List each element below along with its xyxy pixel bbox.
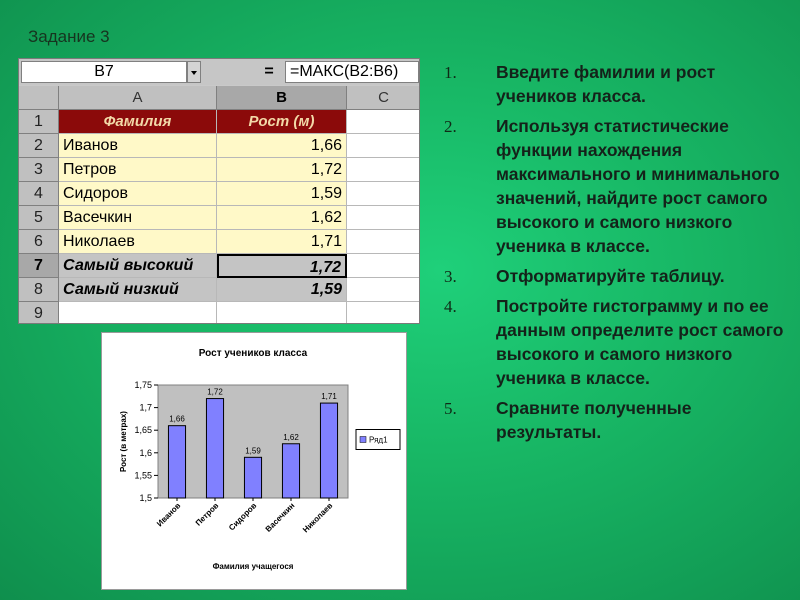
- data-label: 1,72: [207, 387, 223, 397]
- data-label: 1,66: [169, 414, 185, 424]
- cell-a7[interactable]: Самый высокий: [59, 254, 217, 278]
- column-header-c[interactable]: C: [347, 86, 420, 110]
- cell-c5[interactable]: [347, 206, 420, 230]
- task-item: [444, 60, 784, 108]
- bar: [282, 444, 299, 498]
- equals-button[interactable]: =: [264, 63, 274, 80]
- select-all-corner[interactable]: [19, 86, 59, 110]
- task-number: 5.: [444, 399, 457, 418]
- formula-bar: [19, 59, 420, 85]
- cell-a4[interactable]: Сидоров: [59, 182, 217, 206]
- legend-label: Ряд1: [369, 435, 388, 445]
- y-tick-label: 1,65: [134, 425, 152, 436]
- cell-c7[interactable]: [347, 254, 420, 278]
- data-label: 1,71: [321, 392, 337, 402]
- cell-a6[interactable]: Николаев: [59, 230, 217, 254]
- cell-b5[interactable]: 1,62: [217, 206, 347, 230]
- bar: [320, 403, 337, 498]
- formula-input[interactable]: =МАКС(B2:B6): [285, 61, 419, 83]
- task-item: [444, 114, 784, 258]
- x-tick-label: Николаев: [301, 501, 335, 535]
- y-tick-label: 1,75: [134, 380, 152, 390]
- row-header-2[interactable]: 2: [19, 134, 59, 158]
- task-text: Сравните полученные результаты.: [496, 398, 692, 442]
- row-header-6[interactable]: 6: [19, 230, 59, 254]
- task-item: [444, 294, 784, 390]
- task-text: Отформатируйте таблицу.: [496, 266, 725, 286]
- cell-a8[interactable]: Самый низкий: [59, 278, 217, 302]
- row-header-3[interactable]: 3: [19, 158, 59, 182]
- task-number: 3.: [444, 267, 457, 286]
- name-box[interactable]: B7: [21, 61, 187, 83]
- data-label: 1,62: [283, 432, 299, 442]
- cell-b2[interactable]: 1,66: [217, 134, 347, 158]
- task-number: 4.: [444, 297, 457, 316]
- y-tick-label: 1,6: [139, 447, 152, 458]
- cell-b6[interactable]: 1,71: [217, 230, 347, 254]
- y-tick-label: 1,7: [139, 402, 152, 413]
- row-header-8[interactable]: 8: [19, 278, 59, 302]
- name-box-dropdown-icon[interactable]: [187, 61, 201, 83]
- data-label: 1,59: [245, 446, 261, 456]
- cell-c8[interactable]: [347, 278, 420, 302]
- y-axis-label: Рост (в метрах): [119, 411, 128, 472]
- cell-b4[interactable]: 1,59: [217, 182, 347, 206]
- task-number: 2.: [444, 117, 457, 136]
- cell-c1[interactable]: [347, 110, 420, 134]
- x-tick-label: Иванов: [155, 501, 183, 529]
- cell-c4[interactable]: [347, 182, 420, 206]
- task-list: [444, 60, 784, 450]
- bar: [168, 426, 185, 498]
- cell-a9[interactable]: [59, 302, 217, 324]
- cell-b3[interactable]: 1,72: [217, 158, 347, 182]
- x-tick-label: Сидоров: [227, 501, 259, 533]
- task-text: Постройте гистограмму и по ее данным определите рост самого высокого и самого низкого ученика в классе.: [496, 296, 784, 388]
- row-header-5[interactable]: 5: [19, 206, 59, 230]
- chart-title: Рост учеников класса: [198, 348, 308, 359]
- cell-c3[interactable]: [347, 158, 420, 182]
- cell-c6[interactable]: [347, 230, 420, 254]
- header-cell-height[interactable]: Рост (м): [217, 110, 347, 134]
- task-item: [444, 264, 784, 288]
- bar: [206, 399, 223, 498]
- row-header-9[interactable]: 9: [19, 302, 59, 324]
- spreadsheet: [18, 58, 420, 324]
- task-item: [444, 396, 784, 444]
- cell-b8[interactable]: 1,59: [217, 278, 347, 302]
- row-header-7[interactable]: 7: [19, 254, 59, 278]
- cell-a3[interactable]: Петров: [59, 158, 217, 182]
- cell-c9[interactable]: [347, 302, 420, 324]
- slide-title: Задание 3: [28, 27, 110, 46]
- bar-chart: [102, 333, 408, 591]
- x-tick-label: Петров: [193, 501, 221, 528]
- cell-a2[interactable]: Иванов: [59, 134, 217, 158]
- x-tick-label: Васечкин: [263, 501, 297, 534]
- cell-b9[interactable]: [217, 302, 347, 324]
- task-number: 1.: [444, 63, 457, 82]
- legend-swatch: [360, 437, 366, 443]
- bar: [244, 457, 261, 498]
- cell-c2[interactable]: [347, 134, 420, 158]
- task-text: Введите фамилии и рост учеников класса.: [496, 62, 716, 106]
- row-header-4[interactable]: 4: [19, 182, 59, 206]
- task-text: Используя статистические функции нахождения максимального и минимального значений, найдите рост самого высокого и самого низкого ученика в классе.: [496, 116, 780, 256]
- header-cell-name[interactable]: Фамилия: [59, 110, 217, 134]
- y-tick-label: 1,55: [134, 470, 152, 481]
- cell-b7-selected[interactable]: 1,72: [217, 254, 347, 278]
- cell-a5[interactable]: Васечкин: [59, 206, 217, 230]
- y-tick-label: 1,5: [139, 493, 152, 503]
- column-header-a[interactable]: A: [59, 86, 217, 110]
- chart-panel[interactable]: [101, 332, 407, 590]
- x-axis-label: Фамилия учащегося: [212, 562, 294, 571]
- column-header-b[interactable]: B: [217, 86, 347, 110]
- row-header-1[interactable]: 1: [19, 110, 59, 134]
